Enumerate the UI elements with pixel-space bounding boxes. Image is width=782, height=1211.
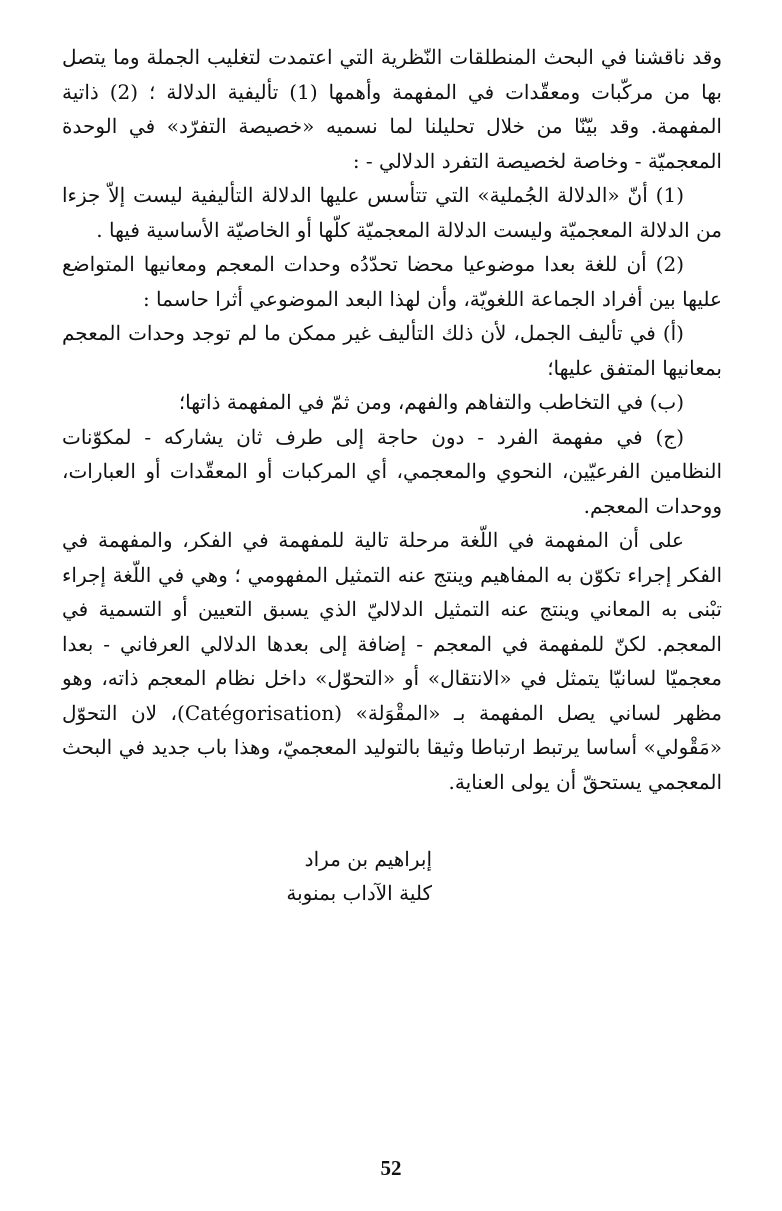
author-name: إبراهيم بن مراد <box>304 847 432 871</box>
paragraph-point-b: (ب) في التخاطب والتفاهم والفهم، ومن ثمّ في المفهمة ذاتها؛ <box>178 390 684 414</box>
paragraph-conclusion: على أن المفهمة في اللّغة مرحلة تالية للمفهمة في الفكر، والمفهمة في الفكر إجراء تكوّن به المفاهيم وينتج عنه التمثيل المفهومي ؛ وهي في اللّغة إجراء تبْنى به المعاني وينتج عنه التمثيل الدلاليّ الذي يسبق التعيين أو التسمية في المعجم. لكنّ للمفهمة في المعجم - إضافة إلى بعدها الدلالي العرفاني - بعدا معجميّا لسانيّا يتمثل في «الانتقال» أو «التحوّل» داخل نظام المعجم ذاته، وهو مظهر لساني يصل المفهمة بـ «المقْوَلة» (Catégorisation)، لان التحوّل «مَقْولي» أساسا يرتبط ارتباطا وثيقا بالتوليد المعجميّ، وهذا باب جديد في البحث المعجمي يستحقّ أن يولى العناية. <box>62 528 723 794</box>
paragraph-intro: وقد ناقشنا في البحث المنطلقات النّظرية التي اعتمدت لتغليب الجملة وما يتصل بها من مركّبات ومعقّدات في المفهمة وأهمها (1) تأليفية الدلالة ؛ (2) ذاتية المفهمة. وقد بيّنّا من خلال تحليلنا لما نسميه «خصيصة التفرّد» في الوحدة المعجميّة - وخاصة لخصيصة التفرد الدلالي - : <box>62 45 723 173</box>
paragraph-point-2: (2) أن للغة بعدا موضوعيا محضا تحدّدُه وحدات المعجم ومعانيها المتواضع عليها بين أفراد الجماعة اللغويّة، وأن لهذا البعد الموضوعي أثرا حاسما : <box>62 252 722 311</box>
author-signature <box>286 842 432 910</box>
author-affiliation: كلية الآداب بمنوبة <box>286 881 432 905</box>
page-number: 52 <box>380 1156 402 1180</box>
document-body <box>62 40 722 799</box>
paragraph-point-c: (ج) في مفهمة الفرد - دون حاجة إلى طرف ثان يشاركه - لمكوّنات النظامين الفرعيّين، النحوي والمعجمي، أي المركبات أو المعقّدات أو العبارات، ووحدات المعجم. <box>62 424 722 518</box>
paragraph-point-1: (1) أنّ «الدلالة الجُملية» التي تتأسس عليها الدلالة التأليفية ليست إلاّ جزءا من الدلالة المعجميّة وليست الدلالة المعجميّة كلّها أو الخاصيّة الأساسية فيها . <box>62 183 722 242</box>
paragraph-point-a: (أ) في تأليف الجمل، لأن ذلك التأليف غير ممكن ما لم توجد وحدات المعجم بمعانيها المتفق عليها؛ <box>62 321 722 380</box>
